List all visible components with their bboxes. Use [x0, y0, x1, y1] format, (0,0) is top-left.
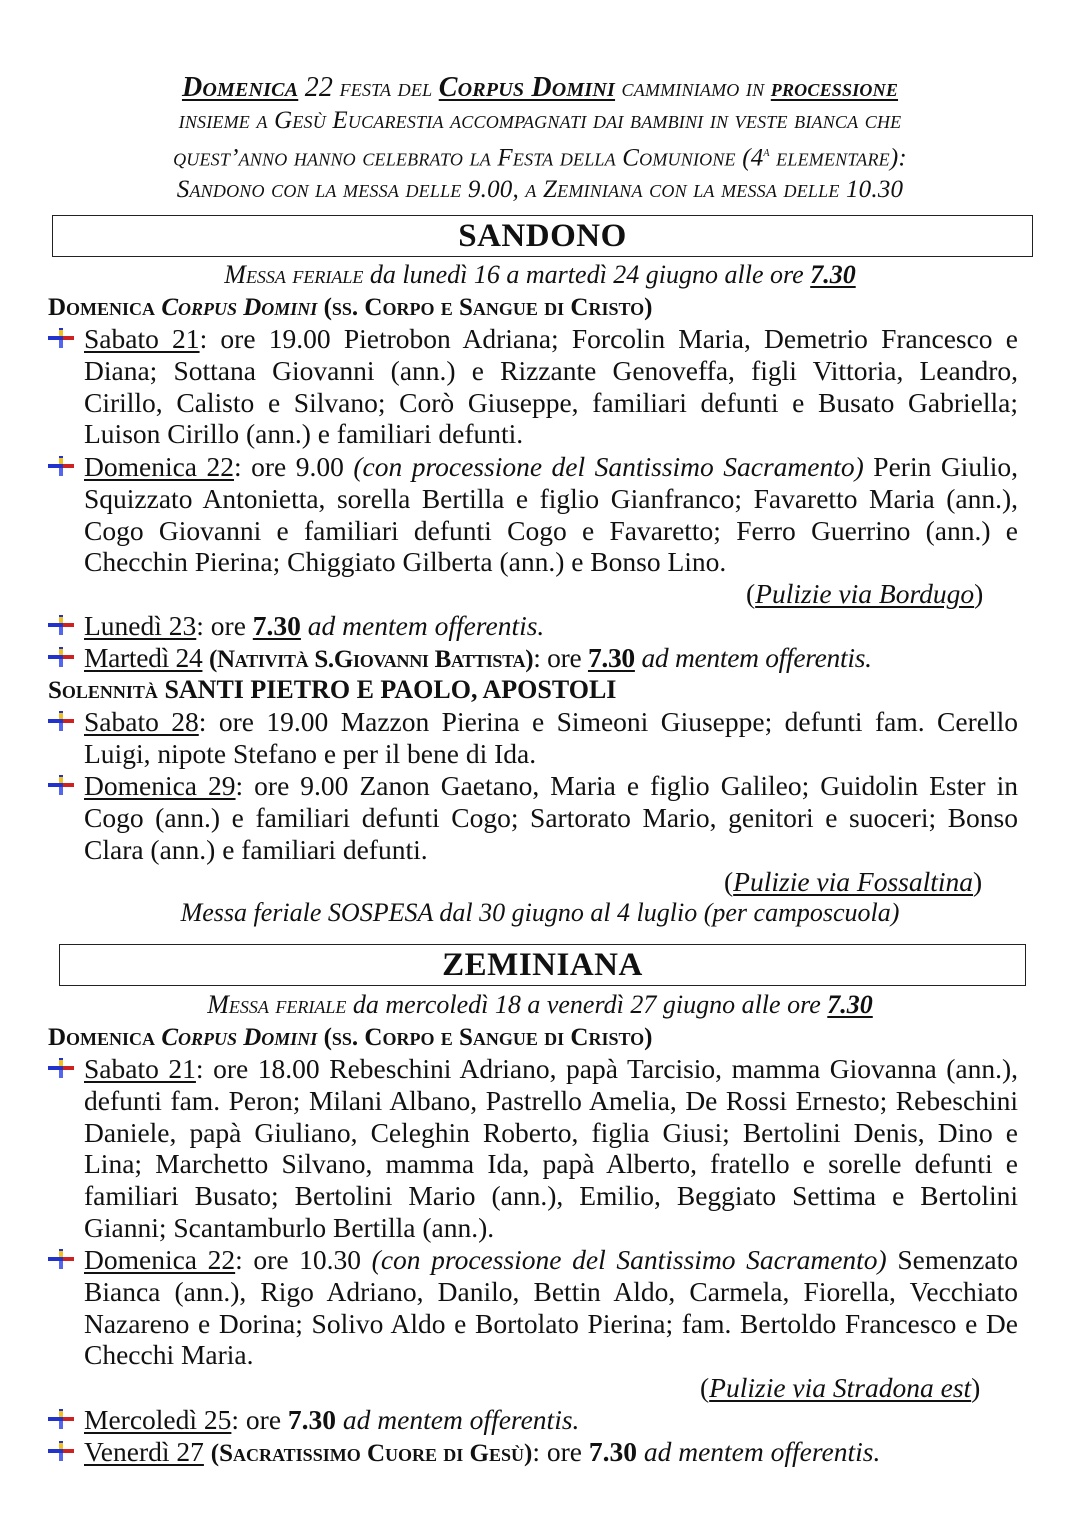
sandono-entry-domenica-29: Domenica 29: ore 9.00 Zanon Gaetano, Maria e figlio Galileo; Guidolin Ester in Cogo (ann.) e familiari defunti Cogo; Sartorato Mario, genitori e suoceri; Bonso Clara (ann.) e familiari defunti.: [48, 770, 1018, 865]
sandono-entry-domenica-22: Domenica 22: ore 9.00 (con processione del Santissimo Sacramento) Perin Giulio, Squizzato Antonietta, sorella Bertilla e figlio Gianfranco; Favaretto Maria (ann.), Cogo Giovanni e familiari defunti Cogo e Favaretto; Ferro Guerrino (ann.) e Checchin Pierina; Chiggiato Gilberta (ann.) e Bonso Lino.: [48, 451, 1018, 578]
sandono-suspended-note: Messa feriale SOSPESA dal 30 giugno al 4 luglio (per camposcuola): [180, 898, 900, 927]
intro-line-3: quest’anno hanno celebrato la Festa della Comunione (4$^a$ elementare):: [173, 144, 907, 172]
sandono-ferial-line: Messa feriale da lunedì 16 a martedì 24 giugno alle ore 7.30: [224, 260, 856, 289]
cross-bullet-icon: [48, 1058, 74, 1078]
sandono-entry-sabato-28: Sabato 28: ore 19.00 Mazzon Pierina e Simeoni Giuseppe; defunti fam. Cerello Luigi, nipote Stefano e per il bene di Ida.: [48, 706, 1018, 770]
zeminiana-entry-venerdi-27: Venerdì 27 (Sacratissimo Cuore di Gesù): ore 7.30 ad mentem offerentis.: [48, 1436, 1018, 1470]
zeminiana-entry-domenica-22: Domenica 22: ore 10.30 (con processione del Santissimo Sacramento) Semenzato Bianca (ann.), Rigo Adriano, Danilo, Bettin Aldo, Carmela, Fiorella, Vecchiato Nazareno e Dorina; Solivo Aldo e Bortolato Pierina; fam. Bertoldo Francesco e De Checchi Maria.: [48, 1244, 1018, 1371]
sandono-sunday-heading: Domenica Corpus Domini (ss. Corpo e Sangue di Cristo): [48, 294, 653, 321]
sandono-entry-lunedi-23: Lunedì 23: ore 7.30 ad mentem offerentis.: [48, 610, 1018, 642]
zeminiana-entry-mercoledi-25: Mercoledì 25: ore 7.30 ad mentem offerentis.: [48, 1404, 1018, 1436]
sandono-solemnity-heading: Solennità SANTI PIETRO E PAOLO, APOSTOLI: [48, 675, 617, 704]
cross-bullet-icon: [48, 1409, 74, 1429]
sandono-entry-sabato-21: Sabato 21: ore 19.00 Pietrobon Adriana; Forcolin Maria, Demetrio Francesco e Diana; Sottana Giovanni (ann.) e Rizzante Genoveffa, figli Vittoria, Leandro, Cirillo, Calisto e Silvano; Corò Giuseppe, familiari defunti e Busato Gabriella; Luison Cirillo (ann.) e familiari defunti.: [48, 323, 1018, 450]
intro-line-1: Domenica 22 festa del Corpus Domini camminiamo in processione: [181, 72, 899, 103]
zeminiana-ferial-line: Messa feriale da mercoledì 18 a venerdì 27 giugno alle ore 7.30: [207, 990, 873, 1019]
cross-bullet-icon: [48, 456, 74, 476]
cross-bullet-icon: [48, 775, 74, 795]
cross-bullet-icon: [48, 1249, 74, 1269]
sandono-entry-martedi-24: Martedì 24 (Natività S.Giovanni Battista): ore 7.30 ad mentem offerentis.: [48, 642, 1018, 676]
intro-paragraph: [60, 72, 1020, 206]
sandono-pulizie-fossaltina: (Pulizie via Fossaltina): [724, 866, 983, 897]
cross-bullet-icon: [48, 647, 74, 667]
cross-bullet-icon: [48, 328, 74, 348]
cross-bullet-icon: [48, 711, 74, 731]
zeminiana-sunday-heading: Domenica Corpus Domini (ss. Corpo e Sangue di Cristo): [48, 1024, 653, 1051]
cross-bullet-icon: [48, 1441, 74, 1461]
zeminiana-pulizie-stradona: (Pulizie via Stradona est): [700, 1372, 981, 1403]
zeminiana-entry-sabato-21: Sabato 21: ore 18.00 Rebeschini Adriano, papà Tarcisio, mamma Giovanna (ann.), defunti fam. Peron; Milani Albano, Pastrello Amelia, De Rossi Ernesto; Rebeschini Daniele, papà Giuliano, Celeghin Roberto, figlia Giusi; Bertolini Denis, Dino e Lina; Marchetto Silvano, mamma Ida, papà Alberto, fratello e sorelle defunti e familiari Busato; Bertolini Mario (ann.), Emilio, Beggiato Settima e Bertolini Gianni; Scantamburlo Bertilla (ann.).: [48, 1053, 1018, 1244]
section-title-zeminiana: ZEMINIANA: [59, 944, 1026, 986]
sandono-pulizie-bordugo: (Pulizie via Bordugo): [746, 578, 984, 609]
intro-line-4: Sandono con la messa delle 9.00, a Zeminiana con la messa delle 10.30: [176, 176, 904, 204]
cross-bullet-icon: [48, 615, 74, 635]
intro-line-2: insieme a Gesù Eucarestia accompagnati dai bambini in veste bianca che: [178, 107, 902, 134]
section-title-sandono: SANDONO: [52, 215, 1033, 257]
